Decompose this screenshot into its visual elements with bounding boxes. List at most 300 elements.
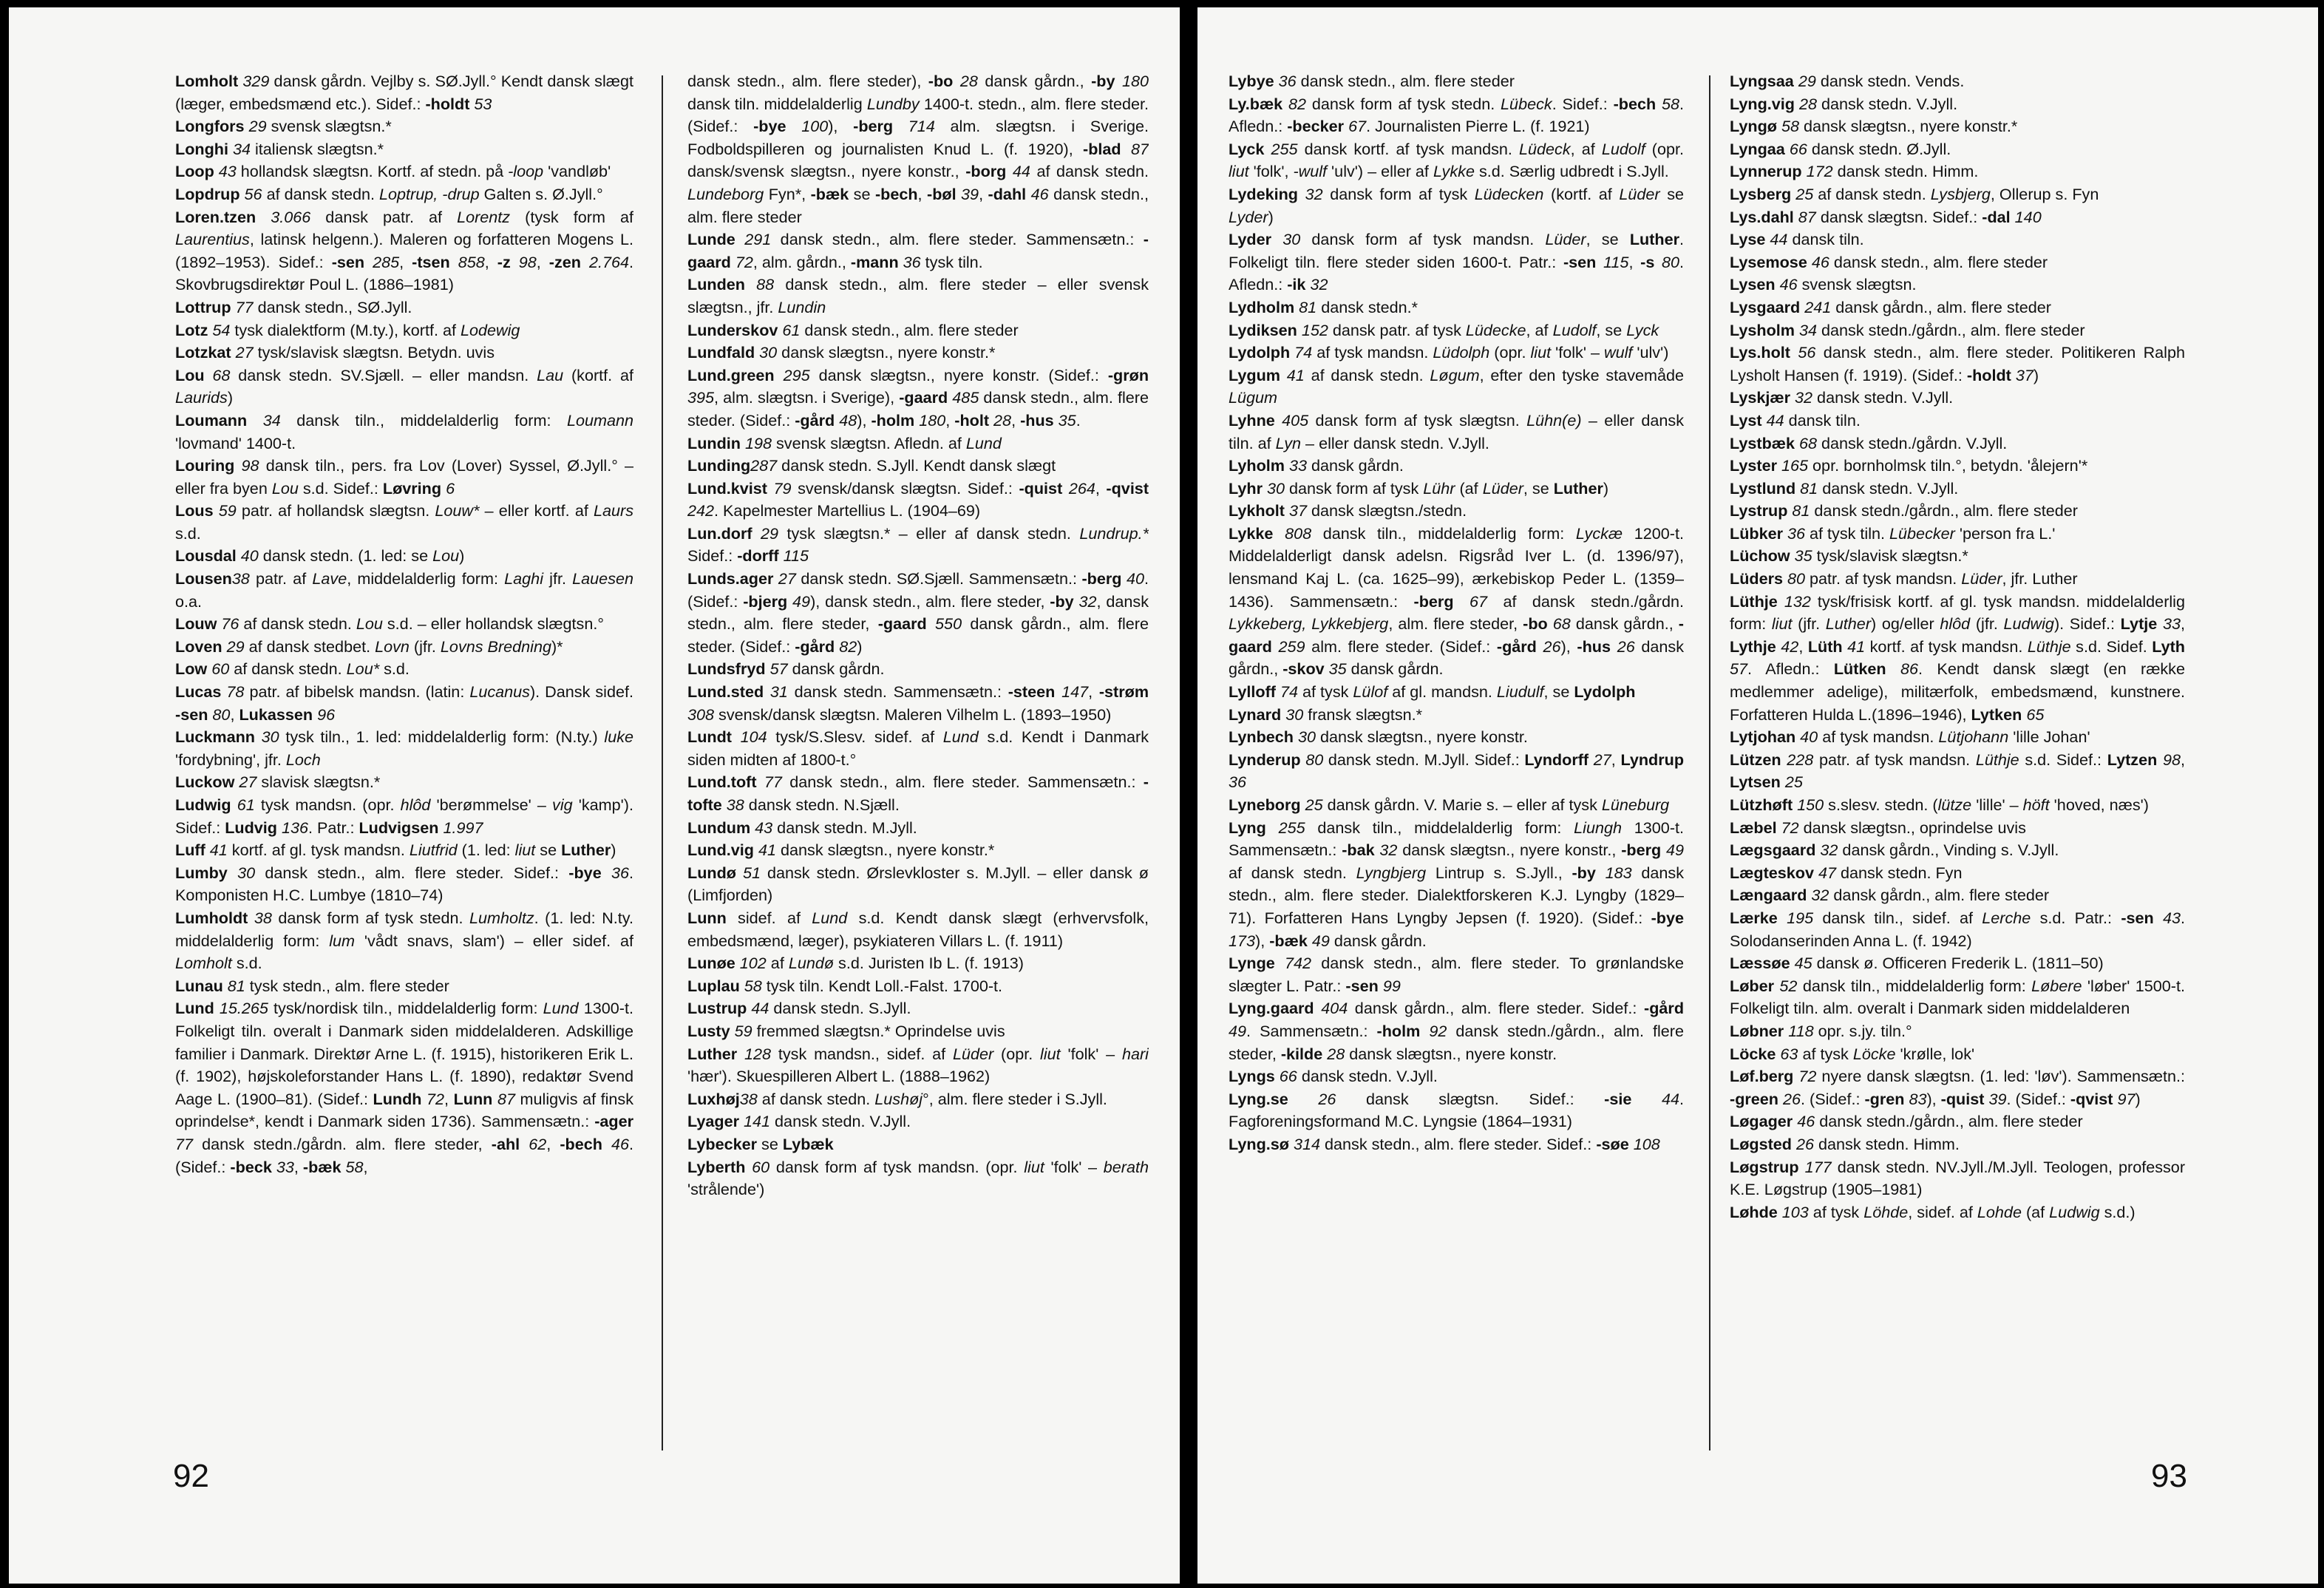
entry-headword: Lunde [687,230,735,249]
dictionary-entry [175,342,633,364]
dictionary-entry [1730,183,2185,206]
dictionary-entry [1730,319,2185,342]
entry-text: 3.066 dansk patr. af Lorentz (tysk form af Laurentius, latinsk helgenn.). Maleren og forfatteren Mogens L. (1892–1953). Sidef.: -sen 285, -tsen 858, -z 98, -zen 2.764. Skovbrugsdirektør Poul L. (1886–1981) [175,207,633,294]
entry-headword: Lunds.ager [687,569,774,588]
entry-text: 29 dansk stedn. Vends. [1798,72,1965,90]
entry-text: 808 dansk tiln., middelalderlig form: Lyckæ 1200-t. Middelalderligt dansk adelsn. Rigsråd Iver L. (d. 1396/97), lensmand Kaj L. (ca. 1625–99), ærkebiskop Peder L. (1359–1436). Sammensætn.: -berg 67 af dansk stedn./gårdn. Lykkeberg, Lykkebjerg, alm. flere steder, -bo 68 dansk gårdn., -gaard 259 alm. flere steder. (Sidef.: -gård 26), -hus 26 dansk gårdn., -skov 35 dansk gårdn. [1229,523,1684,679]
dictionary-entry [1229,817,1684,953]
left-page [9,7,1180,1584]
entry-text: 38 patr. af Lave, middelalderlig form: Laghi jfr. Lauesen o.a. [175,569,633,611]
dictionary-entry [687,1088,1149,1111]
entry-text: 63 af tysk Löcke 'krølle, lok' [1780,1044,1975,1063]
entry-text: 66 dansk stedn. V.Jyll. [1279,1067,1438,1086]
entry-headword: Lyager [687,1112,740,1131]
entry-headword: Louw [175,614,217,634]
entry-headword: Lousen [175,569,232,588]
entry-headword: Lous [175,501,214,520]
entry-headword: Lydholm [1229,297,1295,316]
entry-text: 34 dansk tiln., middelalderlig form: Loumann 'lovmand' 1400-t. [175,410,633,452]
entry-text: 103 af tysk Löhde, sidef. af Lohde (af Ludwig s.d.) [1781,1202,2136,1221]
entry-headword: Lykke [1229,523,1274,543]
entry-headword: Lyse [1730,230,1766,249]
entry-text: 33 dansk gårdn. [1288,456,1404,475]
dictionary-entry [687,997,1149,1020]
dictionary-entry [1730,523,2185,546]
entry-text: 60 dansk form af tysk mandsn. (opr. liut 'folk' – berath 'strålende') [687,1157,1149,1199]
entry-text: 241 dansk gårdn., alm. flere steder [1804,297,2051,316]
entry-headword: Lucas [175,682,222,702]
entry-headword: Lysholm [1730,320,1795,339]
entry-headword: Lund.sted [687,682,764,702]
entry-headword: Longfors [175,117,245,136]
entry-headword: Lybecker [687,1134,758,1153]
entry-text: 291 dansk stedn., alm. flere steder. Sammensætn.: -gaard 72, alm. gårdn., -mann 36 tysk tiln. [687,230,1149,271]
dictionary-entry [1730,591,2185,727]
entry-headword: Lægsgaard [1730,841,1816,860]
dictionary-entry [175,907,633,975]
entry-headword: Lomholt [175,72,239,90]
dictionary-entry [1229,726,1684,749]
entry-headword: Længaard [1730,886,1807,905]
entry-headword: Loven [175,637,222,656]
dictionary-entry [1730,432,2185,455]
entry-headword: Lübker [1730,523,1783,543]
entry-headword: Lysen [1730,275,1776,294]
dictionary-entry [175,296,633,319]
entry-text: 38 dansk form af tysk stedn. Lumholtz. (1. led: N.ty. middelalderlig form: lum 'vådt snavs, slam') – eller sidef. af Lomholt s.d. [175,908,633,973]
entry-headword: Lynderup [1229,750,1301,769]
dictionary-entry [1730,228,2185,251]
entry-headword: Løber [1730,976,1774,995]
entry-headword: Luther [687,1044,738,1063]
entry-text: 68 dansk stedn. SV.Sjæll. – eller mandsn. Lau (kortf. af Laurids) [175,365,633,407]
dictionary-entry [175,206,633,296]
dictionary-entry [1730,410,2185,432]
dictionary-entry [1730,794,2185,817]
entry-text: 56 dansk stedn., alm. flere steder. Politikeren Ralph Lysholt Hansen (f. 1919). (Sidef.: -holdt 37) [1730,343,2185,384]
entry-text: 98 dansk tiln., pers. fra Lov (Lover) Syssel, Ø.Jyll.° – eller fra byen Lou s.d. Sidef.: Løvring 6 [175,456,633,498]
entry-headword: Lunn [687,908,727,927]
dictionary-entry [1730,1065,2185,1110]
entry-headword: Löcke [1730,1044,1776,1063]
entry-headword: Lunau [175,976,223,995]
entry-headword: Lyholm [1229,456,1285,475]
dictionary-entry [1229,410,1684,455]
entry-headword: Lærke [1730,908,1778,927]
dictionary-entry [1730,93,2185,116]
entry-text: 47 dansk stedn. Fyn [1818,863,1963,882]
entry-headword: Lousdal [175,546,237,566]
entry-headword: Lottrup [175,297,231,316]
entry-headword: Lysberg [1730,184,1792,203]
dictionary-entry [1229,749,1684,794]
dictionary-entry [1730,884,2185,907]
entry-text: 27 tysk/slavisk slægtsn. Betydn. uvis [235,343,495,362]
dictionary-entry [687,70,1149,228]
entry-headword: Læbel [1730,818,1777,837]
dictionary-entry [1229,342,1684,364]
entry-text: 60 af dansk stedn. Lou* s.d. [211,659,410,679]
entry-text: 36 af tysk tiln. Lübecker 'person fra L.' [1787,523,2056,543]
entry-headword: Lumby [175,863,228,882]
entry-headword: Lundsfryd [687,659,766,679]
entry-text: 40 af tysk mandsn. Lütjohann 'lille Johan' [1800,727,2090,747]
entry-text: 287 dansk stedn. S.Jyll. Kendt dansk slægt [750,456,1056,475]
column-divider [1709,75,1710,1450]
entry-headword: Lyngø [1730,117,1777,136]
entry-text: 77 dansk stedn., alm. flere steder. Sammensætn.: -tofte 38 dansk stedn. N.Sjæll. [687,773,1149,814]
entry-headword: Lydolph [1229,343,1291,362]
entry-text: 74 af tysk mandsn. Lüdolph (opr. liut 'folk' – wulf 'ulv') [1294,343,1669,362]
entry-text: 58 dansk slægtsn., nyere konstr.* [1781,117,2018,136]
dictionary-entry [1229,228,1684,296]
dictionary-entry [687,1110,1149,1133]
entry-headword: Lützen [1730,750,1781,769]
entry-text: 41 af dansk stedn. Løgum, efter den tyske stavemåde Lügum [1229,365,1684,407]
entry-headword: Løf.berg [1730,1067,1794,1086]
dictionary-entry [1229,1133,1684,1156]
dictionary-entry [1229,138,1684,183]
dictionary-entry [1229,500,1684,523]
entry-text: 29 af dansk stedbet. Lovn (jfr. Lovns Bredning)* [226,637,563,656]
entry-headword: Lytjohan [1730,727,1796,747]
entry-headword: Lüthje [1730,591,1778,611]
dictionary-entry [687,523,1149,568]
dictionary-entry [175,613,633,636]
entry-text: 28 dansk stedn. V.Jyll. [1798,94,1958,113]
dictionary-entry [687,1043,1149,1088]
entry-text: 30 dansk slægtsn., nyere konstr. [1298,727,1528,747]
entry-headword: Lyng [1229,818,1266,837]
dictionary-entry [175,500,633,545]
entry-headword: Læssøe [1730,954,1790,973]
dictionary-entry [1730,455,2185,478]
entry-text: 54 tysk dialektform (M.ty.), kortf. af Lodewig [212,320,520,339]
dictionary-entry [175,771,633,794]
entry-headword: Louring [175,456,235,475]
entry-text: 40 dansk stedn. (1. led: se Lou) [240,546,465,566]
entry-text: 59 patr. af hollandsk slægtsn. Louw* – eller kortf. af Laurs s.d. [175,501,633,543]
entry-text: 38 af dansk stedn. Lushøj°, alm. flere steder i S.Jyll. [739,1089,1107,1108]
entry-headword: Loren.tzen [175,207,256,226]
dictionary-entry [1730,274,2185,296]
entry-text: 37 dansk slægtsn./stedn. [1288,501,1467,520]
entry-text: 61 dansk stedn., alm. flere steder [782,320,1019,339]
dictionary-entry [687,1020,1149,1043]
entry-headword: Lynge [1229,954,1275,973]
entry-headword: Lun.dorf [687,523,752,543]
dictionary-entry [175,568,633,613]
entry-headword: Ludwig [175,795,231,814]
dictionary-entry [1730,952,2185,975]
entry-text: 81 tysk stedn., alm. flere steder [227,976,449,995]
dictionary-entry [1229,478,1684,501]
entry-text: 15.265 tysk/nordisk tiln., middelalderlig form: Lund 1300-t. Folkeligt tiln. overalt i Danmark siden middelalderen. Adskillige familier i Danmark. Direktør Arne L. (f. 1915), historikeren Erik L. (f. 1902), højskoleforstander Hans L. (f. 1890), redaktør Svend Aage L. (1900–81). (Sidef.: Lundh 72, Lunn 87 muligvis af finsk oprindelse*, kendt i Danmark siden 1736). Sammensætn.: -ager 77 dansk stedn./gårdn. alm. flere steder, -ahl 62, -bech 46. (Sidef.: -beck 33, -bæk 58, [175,999,633,1176]
dictionary-entry [1229,93,1684,138]
dictionary-entry [1730,1133,2185,1156]
entry-text: 45 dansk ø. Officeren Frederik L. (1811–50) [1794,954,2104,973]
dictionary-entry [687,568,1149,658]
entry-headword: Lysgaard [1730,297,1801,316]
dictionary-entry [687,862,1149,907]
entry-text: 30 dansk stedn., alm. flere steder. Sidef.: -bye 36. Komponisten H.C. Lumbye (1810–74) [175,863,633,905]
entry-text: 255 dansk kortf. af tysk mandsn. Lüdeck, af Ludolf (opr. liut 'folk', -wulf 'ulv') – eller af Lykke s.d. Særlig udbredt i S.Jyll. [1229,139,1684,181]
dictionary-entry [687,274,1149,319]
column-divider [662,75,663,1450]
entry-headword: Lyngsaa [1730,72,1794,90]
dictionary-entry [687,342,1149,364]
entry-text: 76 af dansk stedn. Lou s.d. – eller hollandsk slægtsn.° [221,614,604,634]
entry-headword: Løbner [1730,1021,1784,1040]
dictionary-entry [1730,749,2185,794]
dictionary-entry [1730,545,2185,568]
entry-text: 80 dansk stedn. M.Jyll. Sidef.: Lyndorff 27, Lyndrup 36 [1229,750,1684,792]
entry-text: 58 tysk tiln. Kendt Loll.-Falst. 1700-t. [744,976,1003,995]
entry-headword: Low [175,659,208,679]
page-number: 92 [173,1458,209,1494]
entry-headword: Lützhøft [1730,795,1793,814]
dictionary-entry [175,862,633,907]
entry-headword: Løgstrup [1730,1157,1799,1176]
dictionary-entry [1229,523,1684,681]
entry-text: 88 dansk stedn., alm. flere steder – eller svensk slægtsn., jfr. Lundin [687,275,1149,316]
entry-text: 30 fransk slægtsn.* [1285,705,1423,724]
dictionary-entry [1730,1201,2185,1224]
entry-headword: Lyster [1730,456,1778,475]
dictionary-entry [175,160,633,183]
entry-text: 104 tysk/S.Slesv. sidef. af Lund s.d. Kendt i Danmark siden midten af 1800-t.° [687,727,1149,769]
entry-headword: Lydeking [1229,184,1298,203]
entry-text: 30 dansk form af tysk mandsn. Lüder, se Luther. Folkeligt tiln. flere steder siden 1600-t. Patr.: -sen 115, -s 80. Afledn.: -ik 32 [1229,230,1684,294]
dictionary-entry [1730,568,2185,591]
dictionary-entry [175,839,633,862]
entry-headword: Lund.kvist [687,478,767,498]
dictionary-entry [687,817,1149,840]
entry-headword: Lund [175,999,214,1018]
dictionary-entry [1229,1088,1684,1133]
dictionary-entry [175,455,633,500]
dictionary-entry [1730,907,2185,952]
entry-headword: Ly.bæk [1229,94,1283,113]
entry-headword: Lyskjær [1730,388,1791,407]
dictionary-entry [1730,500,2185,523]
entry-text: 118 opr. s.jy. tiln.° [1788,1021,1912,1040]
entry-text: 128 tysk mandsn., sidef. af Lüder (opr. liut 'folk' – hari 'hær'). Skuespilleren Albert L. (1888–1962) [687,1044,1149,1086]
dictionary-entry [175,183,633,206]
entry-text: 51 dansk stedn. Ørslevkloster s. M.Jyll. – eller dansk ø (Limfjorden) [687,863,1149,905]
entry-text: 74 af tysk Lülof af gl. mandsn. Liudulf, se Lydolph [1280,682,1636,702]
entry-text: 43 hollandsk slægtsn. Kortf. af stedn. på -loop 'vandløb' [218,162,611,181]
entry-headword: Lotzkat [175,343,231,362]
entry-headword: Lundfald [687,343,755,362]
dictionary-entry [687,771,1149,816]
entry-headword: Lundin [687,433,741,452]
entry-headword: Luckow [175,773,235,792]
entry-headword: Luckmann [175,727,255,747]
dictionary-entry [175,545,633,568]
entry-text: 29 svensk slægtsn.* [248,117,392,136]
entry-text: 41 dansk slægtsn., nyere konstr.* [758,841,995,860]
entry-headword: Luff [175,841,205,860]
entry-headword: Lund.vig [687,841,754,860]
entry-headword: Lyhne [1229,410,1275,430]
dictionary-entry [1730,342,2185,387]
dictionary-entry [1730,206,2185,229]
entry-text: 150 s.slesv. stedn. (lütze 'lille' – höft 'hoved, næs') [1797,795,2149,814]
entry-headword: Lyng.vig [1730,94,1795,113]
dictionary-entry [175,364,633,410]
entry-text: 82 dansk form af tysk stedn. Lübeck. Sidef.: -bech 58. Afledn.: -becker 67. Journalisten Pierre L. (f. 1921) [1229,94,1684,136]
dictionary-entry [1730,70,2185,93]
dictionary-entry [687,681,1149,726]
dictionary-entry [1229,997,1684,1065]
entry-headword: Lynard [1229,705,1282,724]
entry-text: 30 dansk form af tysk Lühr (af Lüder, se Luther) [1267,478,1609,498]
dictionary-entry [1229,794,1684,817]
entry-headword: Lyng.se [1229,1089,1288,1108]
entry-text: 46 dansk stedn./gårdn., alm. flere steder [1797,1112,2083,1131]
entry-headword: Loop [175,162,214,181]
entry-text: 405 dansk form af tysk slægtsn. Lühn(e) – eller dansk tiln. af Lyn – eller dansk stedn. V.Jyll. [1229,410,1684,452]
entry-headword: Lylloff [1229,682,1276,702]
entry-text: 44 dansk tiln. [1766,410,1861,430]
right-page [1197,7,2318,1584]
entry-headword: Lunøe [687,954,735,973]
dictionary-entry [175,681,633,726]
entry-text: 44 dansk tiln. [1770,230,1864,249]
dictionary-entry [687,726,1149,771]
dictionary-entry [175,70,633,115]
dictionary-entry [687,1156,1149,1201]
dictionary-entry [1730,138,2185,161]
right-page-column-2 [1730,70,2185,1431]
left-page-column-1 [175,70,633,1431]
entry-text: 404 dansk gårdn., alm. flere steder. Sidef.: -gård 49. Sammensætn.: -holm 92 dansk stedn./gårdn., alm. flere steder, -kilde 28 dansk slægtsn., nyere konstr. [1229,999,1684,1063]
entry-text: 79 svensk/dansk slægtsn. Sidef.: -quist 264, -qvist 242. Kapelmester Martellius L. (1904–69) [687,478,1149,520]
dictionary-entry [175,794,633,839]
entry-text: 27 slavisk slægtsn.* [239,773,381,792]
entry-headword: Lynnerup [1730,162,1802,181]
entry-text: 141 dansk stedn. V.Jyll. [744,1112,911,1131]
entry-headword: Lopdrup [175,184,240,203]
entry-text: 46 svensk slægtsn. [1779,275,1917,294]
entry-headword: Luxhøj [687,1089,740,1108]
entry-text: 77 dansk stedn., SØ.Jyll. [235,297,412,316]
entry-text: 29 tysk slægtsn.* – eller af dansk stedn. Lundrup.* Sidef.: -dorff 115 [687,523,1149,566]
entry-text: 177 dansk stedn. NV.Jyll./M.Jyll. Teologen, professor K.E. Løgstrup (1905–1981) [1730,1157,2185,1199]
dictionary-entry [687,319,1149,342]
entry-text: 32 dansk stedn. V.Jyll. [1795,388,1954,407]
dictionary-entry [1730,160,2185,183]
entry-text: dansk stedn., alm. flere steder), -bo 28 dansk gårdn., -by 180 dansk tiln. middelalderlig Lundby 1400-t. stedn., alm. flere steder. (Sidef.: -bye 100), -berg 714 alm. slægtsn. i Sverige. Fodboldspilleren og journalisten Knud L. (f. 1920), -blad 87 dansk/svensk slægtsn., nyere konstr., -borg 44 af dansk stedn. Lundeborg Fyn*, -bæk se -bech, -bøl 39, -dahl 46 dansk stedn., alm. flere steder [687,72,1149,226]
entry-text: 81 dansk stedn.* [1299,297,1418,316]
dictionary-entry [1229,319,1684,342]
entry-text: 44 dansk stedn. S.Jyll. [751,999,911,1018]
entry-text: 25 dansk gårdn. V. Marie s. – eller af tysk Lüneburg [1305,795,1670,814]
entry-text: 34 italiensk slægtsn.* [232,139,384,158]
entry-headword: Lys.dahl [1730,207,1794,226]
entry-text: 742 dansk stedn., alm. flere steder. To grønlandske slægter L. Patr.: -sen 99 [1229,954,1684,995]
entry-text: 34 dansk stedn./gårdn., alm. flere steder [1799,320,2085,339]
entry-text: sidef. af Lund s.d. Kendt dansk slægt (erhvervsfolk, embedsmænd, læger), psykiateren Villars L. (f. 1911) [687,908,1149,950]
dictionary-entry [1730,251,2185,274]
entry-text: 31 dansk stedn. Sammensætn.: -steen 147, -strøm 308 svensk/dansk slægtsn. Maleren Vilhelm L. (1893–1950) [687,682,1149,724]
entry-headword: Lundø [687,863,736,882]
dictionary-entry [175,319,633,342]
dictionary-entry [687,1133,1149,1156]
dictionary-entry [1730,862,2185,885]
entry-text: 195 dansk tiln., sidef. af Lerche s.d. Patr.: -sen 43. Solodanserinden Anna L. (f. 1942) [1730,908,2185,950]
dictionary-entry [1730,1043,2185,1066]
entry-text: 314 dansk stedn., alm. flere steder. Sidef.: -søe 108 [1293,1134,1660,1153]
entry-headword: Lyngs [1229,1067,1275,1086]
entry-headword: Longhi [175,139,228,158]
entry-headword: Lou [175,365,205,384]
entry-headword: Lusty [687,1021,730,1040]
dictionary-entry [687,658,1149,681]
entry-headword: Lynbech [1229,727,1294,747]
entry-text: 32 dansk gårdn., alm. flere steder [1811,886,2050,905]
entry-text: 165 opr. bornholmsk tiln.°, betydn. 'ålejern'* [1781,456,2088,475]
dictionary-entry [687,839,1149,862]
dictionary-entry [1730,115,2185,138]
entry-headword: Lundum [687,818,751,837]
entry-text: 52 dansk tiln., middelalderlig form: Løbere 'løber' 1500-t. Folkeligt tiln. alm. overalt i Danmark siden middelalderen [1730,976,2185,1018]
entry-text: 132 tysk/frisisk kortf. af gl. tysk mandsn. middelalderlig form: liut (jfr. Luther) og/eller hlôd (jfr. Ludwig). Sidef.: Lytje 33, Lythje 42, Lüth 41 kortf. af tysk mandsn. Lüthje s.d. Sidef. Lyth 57. Afledn.: Lütken 86. Kendt dansk slægt (en række medlemmer adelige), militærfolk, embedsmænd, kunstnere. Forfatteren Hulda L.(1896–1946), Lytken 65 [1730,591,2185,724]
entry-text: 26 dansk stedn. Himm. [1795,1134,1960,1153]
dictionary-entry [687,907,1149,952]
entry-text: 72 dansk slægtsn., oprindelse uvis [1781,818,2026,837]
dictionary-entry [687,364,1149,432]
entry-headword: Lunderskov [687,320,778,339]
dictionary-entry [687,952,1149,975]
entry-headword: Lundt [687,727,732,747]
entry-headword: Lotz [175,320,208,339]
entry-text: 46 dansk stedn., alm. flere steder [1811,252,2048,271]
entry-text: 78 patr. af bibelsk mandsn. (latin: Lucanus). Dansk sidef. -sen 80, Lukassen 96 [175,682,633,724]
entry-headword: Lyst [1730,410,1762,430]
entry-headword: Lygum [1229,365,1280,384]
entry-headword: Lydiksen [1229,320,1297,339]
dictionary-entry [175,726,633,771]
entry-text: 68 dansk stedn./gårdn. V.Jyll. [1799,433,2008,452]
dictionary-entry [175,138,633,161]
right-page-column-1 [1229,70,1684,1431]
dictionary-entry [1730,817,2185,840]
dictionary-entry [175,115,633,138]
entry-headword: Lykholt [1229,501,1285,520]
entry-headword: Løhde [1730,1202,1778,1221]
entry-headword: Løgager [1730,1112,1793,1131]
entry-headword: Lybye [1229,72,1274,90]
entry-text: 87 dansk slægtsn. Sidef.: -dal 140 [1798,207,2042,226]
dictionary-entry [1229,455,1684,478]
dictionary-entry [1730,1110,2185,1133]
entry-headword: Lüders [1730,569,1783,588]
dictionary-entry [1730,296,2185,319]
entry-headword: Lystrup [1730,501,1788,520]
entry-text: 198 svensk slægtsn. Afledn. af Lund [744,433,1002,452]
dictionary-entry [687,975,1149,998]
entry-headword: Lystlund [1730,478,1796,498]
entry-headword: Lægteskov [1730,863,1814,882]
entry-text: 72 nyere dansk slægtsn. (1. led: 'løv'). Sammensætn.: -green 26. (Sidef.: -gren 83), -quist 39. (Sidef.: -qvist 97) [1730,1067,2185,1108]
entry-headword: Lyngaa [1730,139,1785,158]
entry-text: 295 dansk slægtsn., nyere konstr. (Sidef.: -grøn 395, alm. slægtsn. i Sverige), -gaard 485 dansk stedn., alm. flere steder. (Sidef.: -gård 48), -holm 180, -holt 28, -hus 35. [687,365,1149,430]
entry-text: 172 dansk stedn. Himm. [1806,162,1979,181]
dictionary-entry [1730,975,2185,1020]
entry-headword: Lund.green [687,365,775,384]
